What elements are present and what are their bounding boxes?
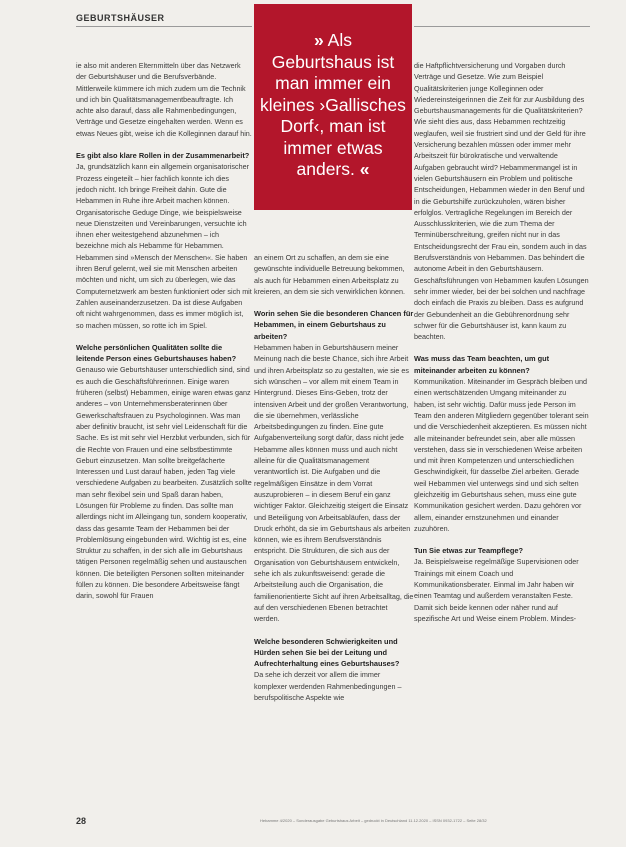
paragraph: die Haftpflichtversicherung und Vorgaben durch Verträge und Gesetze. Wie zum Beispiel Qualitätskriterien junge Kolleginnen oder Wiedereinsteigerinnen die Zeit für zur Ausbildung des Geburtshausmanagements für die Qualitätskriterien? Wie sieht dies aus, dass Hebammen rechtzeitig weglaufen, weil sie frustriert sind und der Geld für ihre Versicherung bezahlen müssen oder immer mehr Arbeitszeit für bürokratische und verwaltende Aufgaben gebraucht wird? Hebammenmangel ist in vielen Geburtshäusern ein Problem und politische Entscheidungen, Hebammen wieder in den Beruf und in die Geburtshilfe zurückzuholen, wären bisher erfolglos. Vertragliche Regelungen im Bereich der Ausschlusskriterien, wie die zum Thema der Terminüberschreitung, greifen nicht nur in das Entscheidungsrecht der Frau ein, sondern auch in das Berufsverständnis von Hebammen. Das behindert die autonome Arbeit in den Geburtshäusern. Geschäftsführungen von Hebammen kaufen Lösungen sehr immer wieder, bei der bei solchen und nachfrage doch einfach die Praxis zu bleiben. Dass es aufgrund der Gebundenheit an die Gebührenordnung sehr schwer für die Geburtshäuser ist, kann kaum zu beachten. — [414, 61, 589, 342]
text-column-3 — [414, 60, 590, 624]
pull-quote-line-6: immer etwas — [283, 137, 383, 158]
interview-question: Worin sehen Sie die besonderen Chancen für Hebammen, in einem Geburtshaus zu arbeiten? — [254, 309, 414, 341]
paragraph: Hebammen haben in Geburtshäusern meiner Meinung nach die beste Chance, sich ihre Arbeit und ihren Arbeitsplatz so zu gestalten, wie sie es sich wünschen – vor allem mit einem Team in Hintergrund. Dieses Eins-Geben, trotz der intensiven Arbeit und der großen Verantwortung, die sie übernehmen, verlässliche Arbeitsbedingungen zu finden. Eine gute Aufgabenverteilung sorgt dafür, dass nicht jede Hebamme alles können muss und auch nicht alleine für die Qualitätsmanagement verantwortlich ist. Die Aufgaben und die regelmäßigen Einsätze in dem Vorrat auszuprobieren – in diesem Beruf ein ganz wichtiger Faktor. Gleichzeitig steigert die Einsatz und Beteiligung von Arbeitsabläufen, dass der Druck erhöht, da sie im Geburtshaus als arbeiten können, wie es ihrem Berufsverständnis entspricht. Die Strukturen, die sich aus der Organisation von Geburtshäusern entwickeln, sehe ich als zukunftsweisend: gerade die Arbeitsteilung auch die Organisation, die familienorientierte Sicht auf ihren Arbeitsalltag, die auf den verschiedenen Ebenen betrachtet werden. — [254, 343, 414, 624]
paragraph: Ja, grundsätzlich kann ein allgemein organisatorischer Prozess eingeteilt – hier fachlich konnte ich dies jedoch nicht. Ich bringe Freiheit dahin. Gute die Hebammen in Ruhe ihre Arbeit machen können. Organisatorische Geduge Dinge, wie beispielsweise neue Dienstzeiten und Vereinbarungen, versuchte ich ihnen eher weitestgehend abzunehmen – ich bezeichne mich als Hebamme für Hebammen. Hebammen sind »Mensch der Menschen«. Sie haben ihren Beruf gelernt, weil sie mit Menschen arbeiten möchten und nicht, um sich zu überlegen, wie das Computernetzwerk am besten funktioniert oder sich mit Zahlen auseinanderzusetzen. Da ist diese Aufgaben oft nicht wahrgenommen, dass es immer möglich ist, so machen müssen, so rotte ich im Spiel. — [76, 162, 252, 330]
pull-quote-line-5: Dorf‹, man ist — [280, 116, 386, 136]
interview-question: Welche persönlichen Qualitäten sollte die leitende Person eines Geburtshauses haben? — [76, 342, 237, 364]
pull-quote-box — [254, 4, 412, 210]
open-quote-mark: » — [314, 30, 324, 50]
page-number: 28 — [76, 816, 87, 826]
pull-quote-line-1: » Als — [314, 30, 352, 50]
pull-quote-line-3: man immer ein — [275, 73, 391, 93]
pull-quote-line-4: kleines ›Gallisches — [260, 94, 406, 115]
text-column-1 — [76, 60, 252, 602]
paragraph: Genauso wie Geburtshäuser unterschiedlich sind, sind es auch die Geschäftsführerinnen. Einige waren früheren (selbst) Hebammen, einige waren etwas ganz anderes – von Unternehmensberaterinnen über Gewerkschaftsfrauen zu Psychologinnen. Was man aber definitiv braucht, ist sehr viel Leidenschaft für die Sache. Es ist mit sehr viel Herzblut verbunden, sich für die Rechte von Frauen und eine selbstbestimmte Geburt einzusetzen. Man sollte breitgefächerte Interessen und Lust darauf haben, jeden Tag viele verschiedene Aufgaben zu bearbeiten. Zusätzlich sollte man sehr flexibel sein und Spaß daran haben, Lösungen für Probleme zu finden. Das sollte man allerdings nicht im Alleingang tun, sondern kooperativ, dass das gesamte Team der Hebammen bei der Problemlösung eingebunden wird. Wichtig ist es, eine Struktur zu schaffen, in der sich alle im Geburtshaus tätigen Personen regelmäßig sehen und austauschen können. Die beteiligten Personen sollten miteinander füllen zu können. Die besondere Arbeitsweise fängt darin, sowohl für Frauen — [76, 365, 252, 601]
header-rule-right — [414, 26, 590, 27]
text-column-2 — [254, 252, 414, 703]
pull-quote-line-2: Geburtshaus ist — [271, 51, 395, 72]
paragraph: ie also mit anderen Elternmitteln über das Netzwerk der Geburtshäuser und die Berufsverbände. Mittlerweile kümmere ich mich zudem um die Technik und ich bin Qualitätsmanagementbeauftragte. Ich achte also darauf, dass alle Rahmenbedingungen, Verträge und Gesetze eingehalten werden. Wenn es etwas Neues gibt, weise ich die Kolleginnen darauf hin. — [76, 61, 252, 138]
interview-question: Tun Sie etwas zur Teampflege? — [414, 546, 523, 556]
pull-quote-line-7: anders. « — [296, 159, 370, 179]
interview-question: Es gibt also klare Rollen in der Zusammenarbeit? — [76, 151, 250, 161]
footer-note: Hebamme 4/2020 – Sonderausgabe Geburtshaus Arbeit – gedruckt in Deutschland 11.12.2020 – ISSN 0932-1722 – Seite 28/32 — [260, 818, 487, 823]
close-quote-mark: « — [359, 159, 370, 179]
interview-question: Welche besonderen Schwierigkeiten und Hürden sehen Sie bei der Leitung und Aufrechterhaltung eines Geburtshauses? — [254, 636, 400, 669]
paragraph: Da sehe ich derzeit vor allem die immer komplexer werdenden Rahmenbedingungen – berufspolitische Aspekte wie — [254, 670, 402, 702]
interview-question: Was muss das Team beachten, um gut miteinander arbeiten zu können? — [414, 354, 550, 375]
paragraph: an einem Ort zu schaffen, an dem sie eine gewünschte individuelle Betreuung bekommen, als auch für Hebammen einen Arbeitsplatz zu kreieren, an dem sie sich verwirklichen können. — [254, 253, 406, 296]
header-rule-left — [76, 26, 252, 27]
section-label: GEBURTSHÄUSER — [76, 13, 165, 23]
paragraph: Kommunikation. Miteinander im Gespräch bleiben und einen wertschätzenden Umgang miteinander zu haben, ist sehr wichtig. Dafür muss jede Person im Team den anderen Mitgliedern gegenüber tolerant sein und die Verschiedenheit akzeptieren. Es müssen nicht alle miteinander befreundet sein, aber alle müssen verstehen, dass sie in verschiedenen Weise arbeiten und mit ihren Kompetenzen und unterschiedlichen Geschwindigkeit, für dasselbe Ziel arbeiten. Gerade weil Hebammen viel unterwegs sind und sich selten gleichzeitig im Geburtshaus sehen, muss eine gute Kommunikation gesichert werden. Dazu gehören vor allem, einander ernstzunehmen und einander zuzuhören. — [414, 377, 589, 533]
paragraph: Ja. Beispielsweise regelmäßige Supervisionen oder Trainings mit einem Coach und Kommunikationsberater. Einmal im Jahr haben wir einen Teamtag und außerdem veranstalten Feste. Damit sich beide kennen oder näher rund auf spezifische Art und Weise einem Problem. Mindes- — [414, 557, 579, 623]
